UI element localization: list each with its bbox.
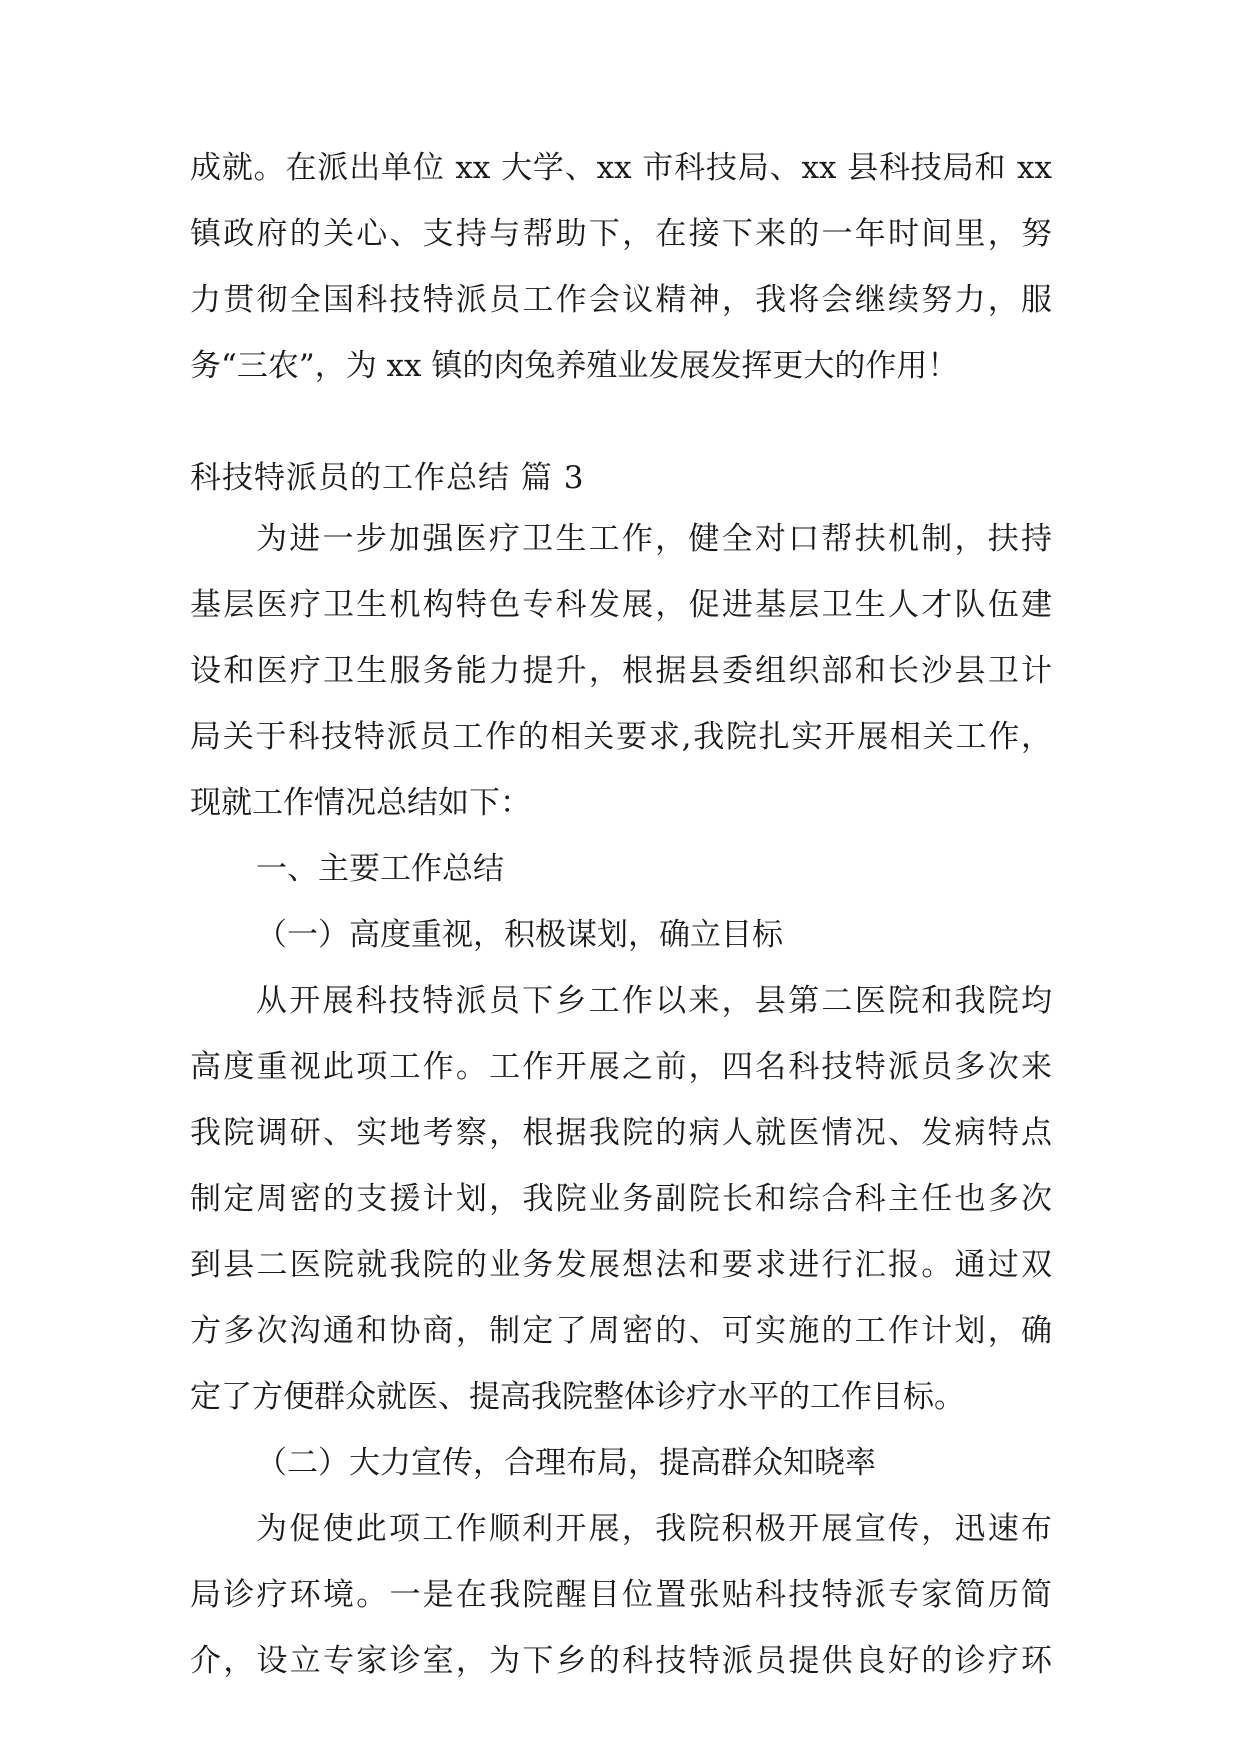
paragraph-2-line-3: 设和医疗卫生服务能力提升，根据县委组织部和长沙县卫计 bbox=[190, 653, 1052, 689]
paragraph-1-line-4: 务“三农”，为 xx 镇的肉兔养殖业发展发挥更大的作用！ bbox=[190, 348, 959, 384]
paragraph-3-line-6: 方多次沟通和协商，制定了周密的、可实施的工作计划，确 bbox=[190, 1313, 1052, 1349]
paragraph-2-line-2: 基层医疗卫生机构特色专科发展，促进基层卫生人才队伍建 bbox=[190, 587, 1052, 623]
section-title: 科技特派员的工作总结 篇 3 bbox=[190, 460, 585, 496]
paragraph-3-line-4: 制定周密的支援计划，我院业务副院长和综合科主任也多次 bbox=[190, 1181, 1052, 1217]
subheading-2: （二）大力宣传，合理布局，提高群众知晓率 bbox=[256, 1445, 876, 1481]
paragraph-2-line-1: 为进一步加强医疗卫生工作，健全对口帮扶机制，扶持 bbox=[256, 521, 1052, 557]
paragraph-3-line-3: 我院调研、实地考察，根据我院的病人就医情况、发病特点 bbox=[190, 1115, 1052, 1151]
paragraph-3-line-5: 到县二医院就我院的业务发展想法和要求进行汇报。通过双 bbox=[190, 1247, 1052, 1283]
paragraph-3-line-7: 定了方便群众就医、提高我院整体诊疗水平的工作目标。 bbox=[190, 1379, 965, 1415]
paragraph-4-line-1: 为促使此项工作顺利开展，我院积极开展宣传，迅速布 bbox=[256, 1511, 1052, 1547]
heading-main-work-summary: 一、主要工作总结 bbox=[256, 851, 504, 887]
paragraph-2-line-5: 现就工作情况总结如下： bbox=[190, 785, 531, 821]
paragraph-3-line-1: 从开展科技特派员下乡工作以来，县第二医院和我院均 bbox=[256, 983, 1052, 1019]
subheading-1: （一）高度重视，积极谋划，确立目标 bbox=[256, 917, 783, 953]
paragraph-1-line-1: 成就。在派出单位 xx 大学、xx 市科技局、xx 县科技局和 xx bbox=[190, 150, 1052, 186]
paragraph-3-line-2: 高度重视此项工作。工作开展之前，四名科技特派员多次来 bbox=[190, 1049, 1052, 1085]
paragraph-1-line-3: 力贯彻全国科技特派员工作会议精神，我将会继续努力，服 bbox=[190, 282, 1052, 318]
paragraph-2-line-4: 局关于科技特派员工作的相关要求,我院扎实开展相关工作， bbox=[190, 719, 1052, 755]
paragraph-4-line-3: 介，设立专家诊室，为下乡的科技特派员提供良好的诊疗环 bbox=[190, 1643, 1052, 1679]
paragraph-4-line-2: 局诊疗环境。一是在我院醒目位置张贴科技特派专家简历简 bbox=[190, 1577, 1052, 1613]
paragraph-1-line-2: 镇政府的关心、支持与帮助下，在接下来的一年时间里，努 bbox=[190, 216, 1052, 252]
